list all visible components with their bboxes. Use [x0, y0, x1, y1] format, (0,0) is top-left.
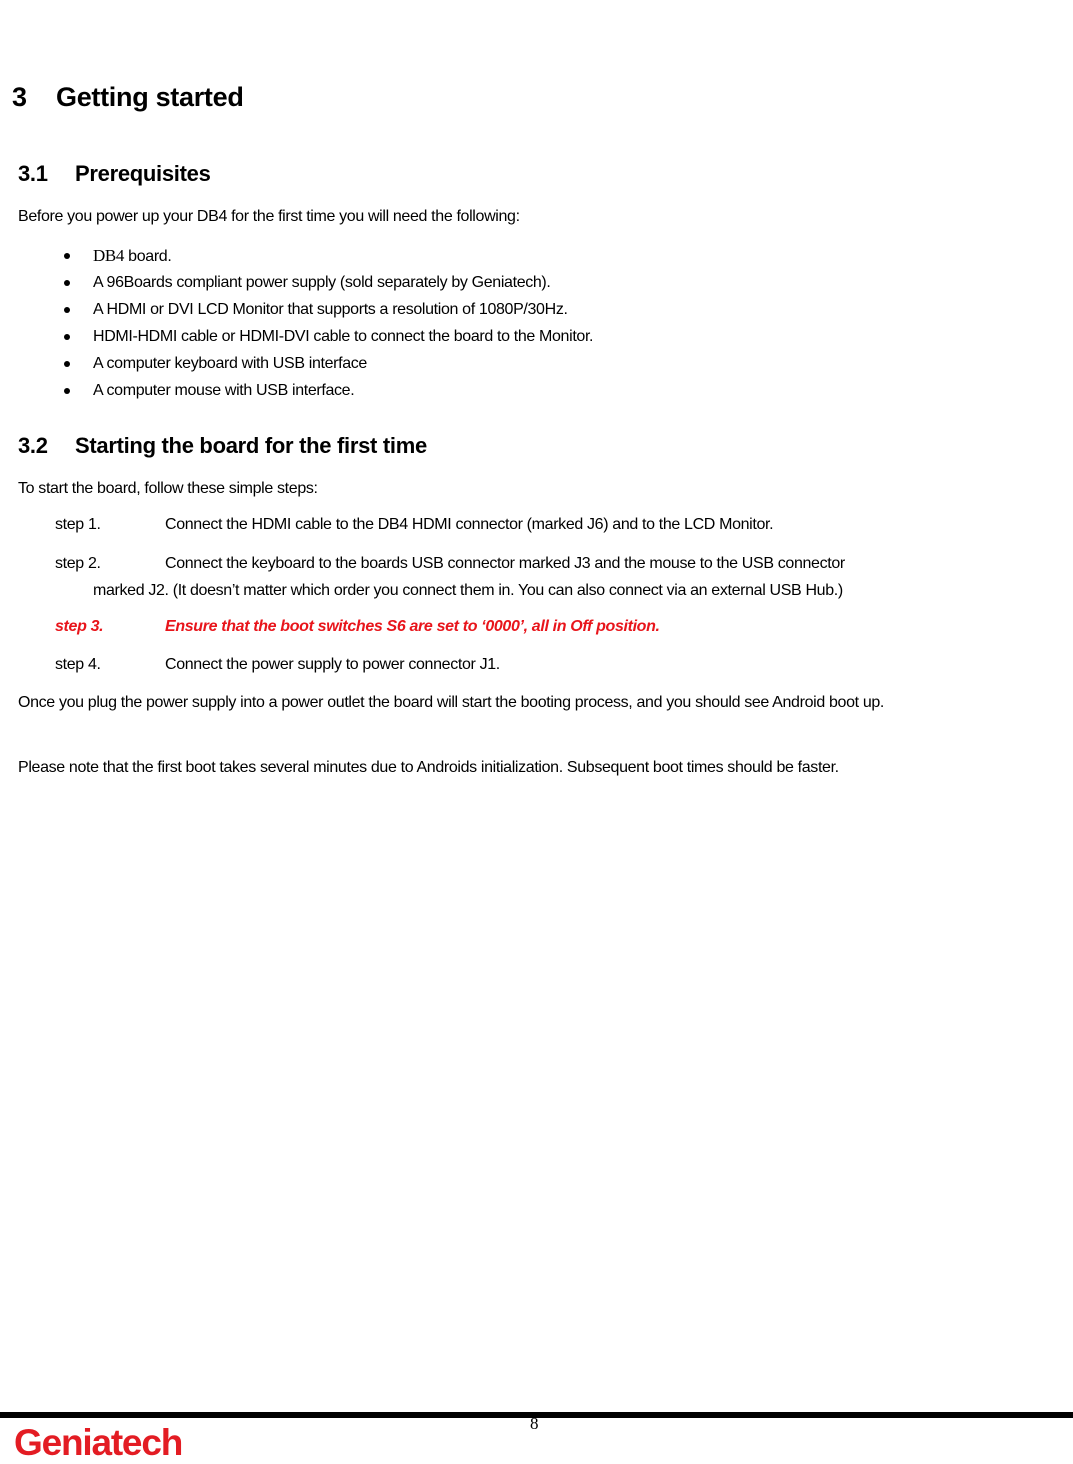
paragraph-note: Please note that the first boot takes several minutes due to Androids initialization. Subsequent boot times should be faster. — [18, 759, 839, 776]
step-item — [55, 551, 845, 599]
step-label: step 4. — [55, 656, 101, 673]
list-item-text: board. — [124, 248, 172, 265]
section-title: Starting the board for the first time — [75, 433, 427, 458]
prerequisites-list — [0, 242, 593, 404]
steps-intro: To start the board, follow these simple steps: — [18, 480, 318, 497]
bullet-icon — [64, 388, 70, 394]
chapter-title: Getting started — [56, 82, 244, 112]
chapter-heading — [12, 82, 244, 113]
section-number: 3.2 — [18, 433, 48, 458]
step-label: step 2. — [55, 555, 101, 572]
step-label: step 1. — [55, 516, 101, 533]
bullet-icon — [64, 253, 70, 259]
bullet-icon — [64, 280, 70, 286]
step-text: Ensure that the boot switches S6 are set to ‘0000’, all in Off position. — [165, 618, 660, 635]
list-item-lead: DB4 — [93, 246, 125, 265]
page-number: 8 — [530, 1414, 539, 1433]
list-item — [0, 242, 593, 269]
chapter-number: 3 — [12, 82, 27, 112]
section-heading-prerequisites — [18, 161, 211, 187]
list-item — [0, 269, 593, 296]
list-item — [0, 296, 593, 323]
list-item-text: HDMI-HDMI cable or HDMI-DVI cable to connect the board to the Monitor. — [93, 328, 594, 345]
list-item — [0, 323, 593, 350]
bullet-icon — [64, 334, 70, 340]
list-item-text: A 96Boards compliant power supply (sold separately by Geniatech). — [93, 274, 551, 291]
prerequisites-intro: Before you power up your DB4 for the first time you will need the following: — [18, 208, 520, 225]
geniatech-logo: Geniatech — [14, 1422, 183, 1463]
list-item-text: A HDMI or DVI LCD Monitor that supports a resolution of 1080P/30Hz. — [93, 301, 568, 318]
section-number: 3.1 — [18, 161, 48, 186]
section-heading-starting — [18, 433, 427, 459]
list-item — [0, 377, 593, 404]
bullet-icon — [64, 361, 70, 367]
step-text: Connect the keyboard to the boards USB connector marked J3 and the mouse to the USB connector — [165, 555, 845, 572]
step-item-warning — [55, 614, 660, 640]
step-text: Connect the power supply to power connector J1. — [165, 656, 500, 673]
step-label: step 3. — [55, 618, 104, 635]
step-item — [55, 652, 500, 678]
paragraph-boot: Once you plug the power supply into a power outlet the board will start the booting process, and you should see Android boot up. — [18, 694, 885, 711]
step-text-continued: marked J2. (It doesn’t matter which order you connect them in. You can also connect via an external USB Hub.) — [93, 582, 843, 599]
list-item-text: A computer keyboard with USB interface — [93, 355, 367, 372]
section-title: Prerequisites — [75, 161, 211, 186]
step-text: Connect the HDMI cable to the DB4 HDMI connector (marked J6) and to the LCD Monitor. — [165, 516, 774, 533]
list-item-text: A computer mouse with USB interface. — [93, 382, 355, 399]
bullet-icon — [64, 307, 70, 313]
step-item — [55, 512, 773, 538]
list-item — [0, 350, 593, 377]
